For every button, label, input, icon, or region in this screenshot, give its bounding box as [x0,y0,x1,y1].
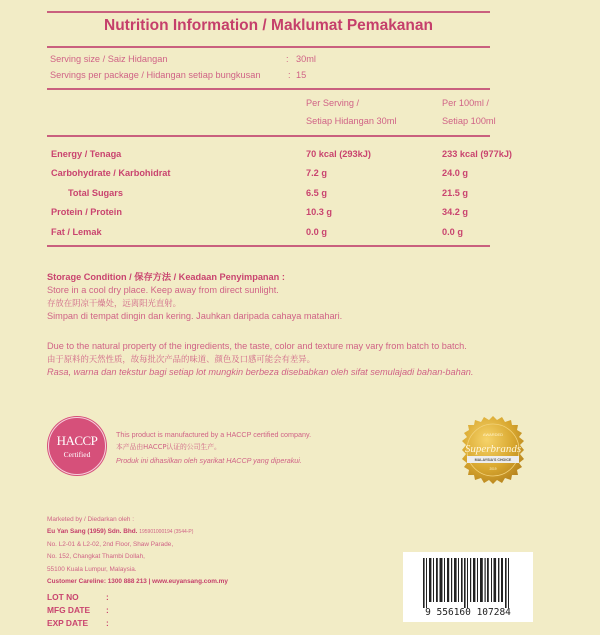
haccp-badge-title: HACCP [56,433,98,448]
exp-date-label: EXP DATE [47,618,89,628]
superbrands-seal-icon [457,414,529,486]
storage-heading: Storage Condition / 保存方法 / Keadaan Penyimpanan : [47,272,285,282]
nutrient-per-serving: 70 kcal (293kJ) [306,149,371,159]
page-title: Nutrition Information / Maklumat Pemakanan [104,17,433,34]
exp-date-row: EXP DATE : [47,618,109,628]
haccp-zh: 本产品由HACCP认证的公司生产。 [116,443,221,451]
lot-info [47,591,109,630]
marketer-label: Marketed by / Diedarkan oleh : [47,516,135,523]
barcode-number: 9 556160 107284 [425,607,511,618]
per-100ml-header-1: Per 100ml / [442,98,489,108]
nutrient-per-serving: 0.0 g [306,227,327,237]
variance-ms: Rasa, warna dan tekstur bagi setiap lot mungkin berbeza disebabkan oleh sifat semulajadi bahan-bahan. [47,367,474,377]
nutrient-per-serving: 6.5 g [306,188,327,198]
nutrient-name: Fat / Lemak [51,227,102,237]
customer-careline: Customer Careline: 1300 888 213 | www.euyansang.com.my [47,578,228,586]
per-serving-header-1: Per Serving / [306,98,360,108]
per-100ml-header-2: Setiap 100ml [442,116,496,126]
per-serving-header-2: Setiap Hidangan 30ml [306,116,397,126]
superbrands-top: AWARDED [482,432,504,437]
barcode [403,552,533,622]
storage-zh: 存放在阴凉干燥处，远离阳光直射。 [47,298,181,308]
nutrient-per-serving: 10.3 g [306,207,333,217]
haccp-certified-badge [48,417,106,475]
company-name: Eu Yan Sang (1959) Sdn. Bhd. [47,528,138,536]
serving-rule [47,88,490,90]
address-line-2: No. 152, Changkat Thambi Dollah, [47,553,145,561]
barcode-bars-icon [403,552,533,622]
mfg-date-label: MFG DATE [47,605,91,615]
nutrient-name: Carbohydrate / Karbohidrat [51,168,171,178]
storage-section [47,271,342,323]
nutrient-per-100ml: 21.5 g [442,188,469,198]
nutrient-name: Energy / Tenaga [51,149,122,159]
marketer-info [47,514,228,588]
nutrient-per-100ml: 24.0 g [442,168,469,178]
variance-en: Due to the natural property of the ingredients, the taste, color and texture may vary from batch to batch. [47,341,467,351]
lot-no-row: LOT NO : [47,592,109,602]
storage-ms: Simpan di tempat dingin dan kering. Jauhkan daripada cahaya matahari. [47,311,343,321]
superbrands-ribbon: MALAYSIA'S CHOICE [474,458,512,463]
haccp-statement [116,428,311,467]
address-line-3: 55100 Kuala Lumpur, Malaysia. [47,565,137,573]
serving-size-colon: : [286,54,289,64]
table-bottom-rule [47,245,490,247]
nutrient-per-100ml: 0.0 g [442,227,463,237]
top-rule [47,11,490,13]
servings-per-package-value: 15 [296,70,307,80]
serving-size-label: Serving size / Saiz Hidangan [50,54,168,64]
superbrands-name: Superbrands [464,443,522,455]
servings-per-package-colon: : [288,70,291,80]
haccp-badge-subtitle: Certified [63,450,91,459]
servings-per-package-label: Servings per package / Hidangan setiap bungkusan [50,70,261,80]
variance-section [47,340,473,379]
superbrands-year: 2019 [489,467,497,471]
nutrient-per-100ml: 34.2 g [442,207,469,217]
superbrands-award-badge [457,414,529,486]
variance-zh: 由于原料的天然性质，故每批次产品的味道、颜色及口感可能会有差异。 [47,354,315,364]
haccp-en: This product is manufactured by a HACCP certified company. [116,430,312,439]
header-rule [47,135,490,137]
nutrient-name: Total Sugars [68,188,123,198]
nutrient-name: Protein / Protein [51,207,122,217]
haccp-ms: Produk ini dihasilkan oleh syarikat HACCP yang diperakui. [116,456,302,465]
nutrient-per-serving: 7.2 g [306,168,327,178]
title-rule [47,46,490,48]
nutrient-per-100ml: 233 kcal (977kJ) [442,149,512,159]
serving-size-value: 30ml [296,54,316,64]
address-line-1: No. L2-01 & L2-02, 2nd Floor, Shaw Parade, [47,540,174,548]
mfg-date-row: MFG DATE : [47,605,109,615]
lot-no-label: LOT NO [47,592,79,602]
storage-en: Store in a cool dry place. Keep away from direct sunlight. [47,285,279,295]
company-reg: 195901000194 (3544-P) [139,529,194,536]
